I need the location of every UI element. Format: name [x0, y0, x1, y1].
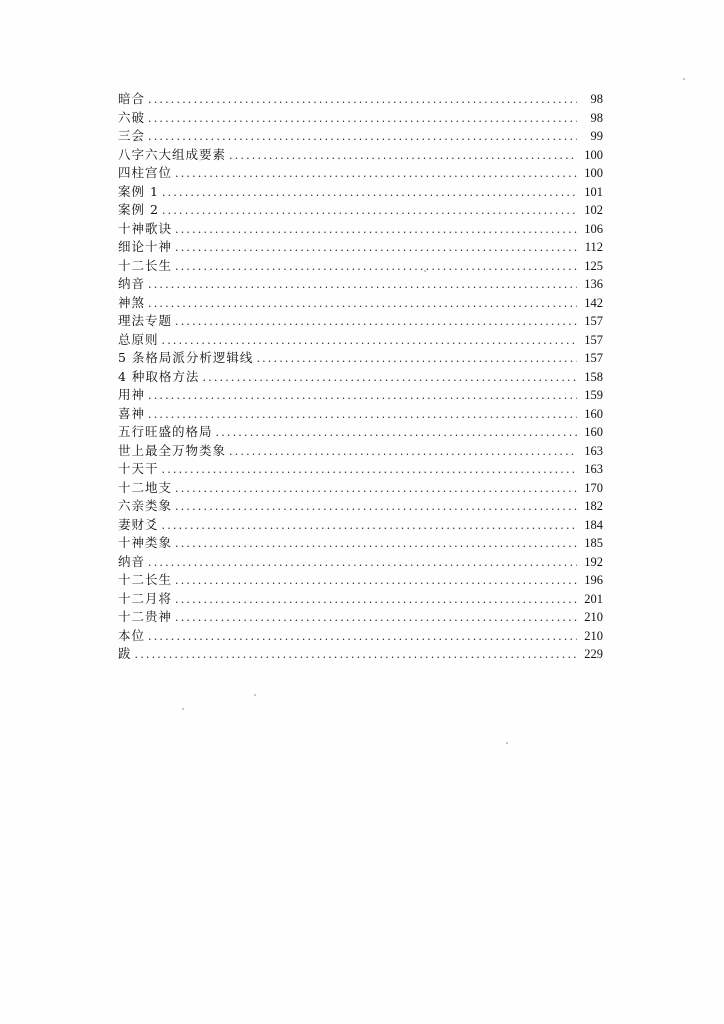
toc-entry-page-number: 170 [584, 480, 603, 495]
toc-entry-page-number: 210 [584, 628, 603, 643]
toc-entry [118, 127, 603, 146]
toc-entry-page-number: 185 [584, 536, 603, 550]
dot-leader [216, 424, 577, 442]
dot-leader [162, 332, 577, 350]
dot-leader [148, 554, 577, 572]
toc-entry-title: 暗合 [118, 91, 146, 106]
toc-entry-page-number: 229 [584, 647, 603, 661]
toc-entry-title: 4 种取格方法 [118, 368, 200, 384]
toc-entry-title: 跋 [118, 646, 132, 661]
dot-leader [175, 239, 577, 257]
toc-entry-title: 案例 2 [118, 202, 159, 217]
toc-entry-page-number: 157 [584, 332, 603, 347]
toc-entry-title: 十二长生 [118, 572, 173, 587]
toc-entry-title: 六破 [118, 109, 146, 125]
toc-entry-title: 理法专题 [118, 313, 173, 328]
toc-entry [118, 312, 603, 331]
dot-leader [148, 128, 577, 146]
toc-entry [118, 645, 603, 664]
toc-entry-page-number: 112 [584, 240, 603, 254]
toc-entry-title: 纳音 [118, 553, 146, 569]
toc-entry [118, 386, 603, 405]
toc-entry-title: 十二地支 [118, 479, 173, 495]
scan-speck [683, 78, 685, 80]
dot-leader [148, 110, 577, 128]
toc-entry [118, 553, 603, 572]
dot-leader [175, 221, 577, 239]
dot-leader [202, 369, 577, 387]
dot-leader [256, 350, 577, 368]
toc-entry-page-number: 158 [584, 369, 603, 384]
dot-leader [229, 147, 577, 165]
dot-leader [175, 258, 577, 276]
toc-entry-title: 五行旺盛的格局 [118, 424, 213, 439]
toc-entry-title: 妻财爻 [118, 516, 159, 532]
toc-entry-title: 八字六大组成要素 [118, 146, 227, 162]
toc-entry-page-number: 182 [584, 499, 603, 513]
toc-entry-page-number: 160 [584, 406, 603, 421]
toc-entry [118, 349, 603, 368]
toc-entry [118, 516, 603, 535]
dot-leader [162, 184, 577, 202]
dot-leader [175, 165, 577, 183]
toc-entry-page-number: 163 [584, 462, 603, 476]
toc-entry [118, 183, 603, 202]
toc-entry-title: 纳音 [118, 276, 146, 291]
toc-entry-page-number: 196 [584, 573, 603, 587]
toc-entry [118, 164, 603, 183]
toc-entry [118, 608, 603, 627]
toc-entry [118, 479, 603, 498]
dot-leader [148, 295, 577, 313]
dot-leader [162, 517, 577, 535]
toc-entry [118, 571, 603, 590]
toc-entry-page-number: 201 [584, 591, 603, 606]
dot-leader [148, 387, 577, 405]
toc-entry-title: 十神类象 [118, 535, 173, 550]
toc-entry-page-number: 125 [584, 258, 603, 273]
toc-entry-title: 总原则 [118, 331, 159, 347]
toc-entry-page-number: 136 [584, 277, 603, 291]
toc-entry-page-number: 157 [584, 351, 603, 365]
dot-leader [148, 628, 577, 646]
toc-entry [118, 405, 603, 424]
dot-leader [175, 609, 577, 627]
toc-entry-page-number: 210 [584, 610, 603, 624]
toc-entry [118, 109, 603, 128]
toc-entry [118, 627, 603, 646]
dot-leader [148, 406, 577, 424]
dot-leader [175, 591, 577, 609]
toc-entry-title: 本位 [118, 627, 146, 643]
toc-entry-title: 细论十神 [118, 239, 173, 254]
toc-entry-title: 神煞 [118, 294, 146, 310]
dot-leader [148, 91, 577, 109]
toc-entry-page-number: 160 [584, 425, 603, 439]
toc-entry [118, 294, 603, 313]
dot-leader [162, 461, 577, 479]
toc-entry [118, 497, 603, 516]
scan-speck [182, 708, 184, 710]
toc-entry-title: 六亲类象 [118, 498, 173, 513]
table-of-contents [118, 90, 603, 664]
toc-entry-page-number: 163 [584, 443, 603, 458]
dot-leader [175, 572, 577, 590]
toc-entry-page-number: 98 [590, 110, 603, 125]
scan-artifact [58, 431, 110, 439]
toc-entry-title: 十天干 [118, 461, 159, 476]
toc-entry-title: 十二贵神 [118, 609, 173, 624]
toc-entry-page-number: 100 [584, 147, 603, 162]
dot-leader [175, 480, 577, 498]
dot-leader [148, 276, 577, 294]
toc-entry-title: 三会 [118, 128, 146, 143]
toc-entry-page-number: 157 [584, 314, 603, 328]
dot-leader [229, 443, 577, 461]
toc-entry-title: 案例 1 [118, 183, 159, 199]
dot-leader [175, 313, 577, 331]
toc-entry [118, 90, 603, 109]
toc-entry-title: 十二长生 [118, 257, 173, 273]
scan-speck [254, 694, 256, 696]
toc-entry [118, 442, 603, 461]
dot-leader [135, 646, 577, 664]
toc-entry-page-number: 106 [584, 221, 603, 236]
toc-entry [118, 201, 603, 220]
toc-entry-page-number: 142 [584, 295, 603, 310]
toc-entry [118, 331, 603, 350]
toc-entry [118, 534, 603, 553]
toc-entry [118, 423, 603, 442]
toc-entry [118, 238, 603, 257]
toc-entry-page-number: 100 [584, 166, 603, 180]
toc-entry-title: 喜神 [118, 405, 146, 421]
toc-entry-title: 四柱宫位 [118, 165, 173, 180]
toc-entry-title: 5 条格局派分析逻辑线 [118, 350, 254, 365]
toc-entry-page-number: 184 [584, 517, 603, 532]
toc-entry-page-number: 99 [590, 129, 603, 143]
toc-entry [118, 257, 603, 276]
toc-entry-title: 十二月将 [118, 590, 173, 606]
dot-leader [175, 535, 577, 553]
toc-entry-title: 用神 [118, 387, 146, 402]
toc-entry [118, 368, 603, 387]
toc-entry-title: 世上最全万物类象 [118, 442, 227, 458]
toc-entry [118, 275, 603, 294]
dot-leader [175, 498, 577, 516]
toc-entry [118, 146, 603, 165]
dot-leader [162, 202, 577, 220]
toc-entry-page-number: 192 [584, 554, 603, 569]
toc-entry-title: 十神歌诀 [118, 220, 173, 236]
scan-speck [506, 742, 508, 744]
toc-entry-page-number: 102 [584, 203, 603, 217]
toc-entry [118, 590, 603, 609]
toc-entry-page-number: 101 [584, 184, 603, 199]
toc-entry-page-number: 159 [584, 388, 603, 402]
toc-entry [118, 220, 603, 239]
toc-entry-page-number: 98 [590, 92, 603, 106]
toc-entry [118, 460, 603, 479]
